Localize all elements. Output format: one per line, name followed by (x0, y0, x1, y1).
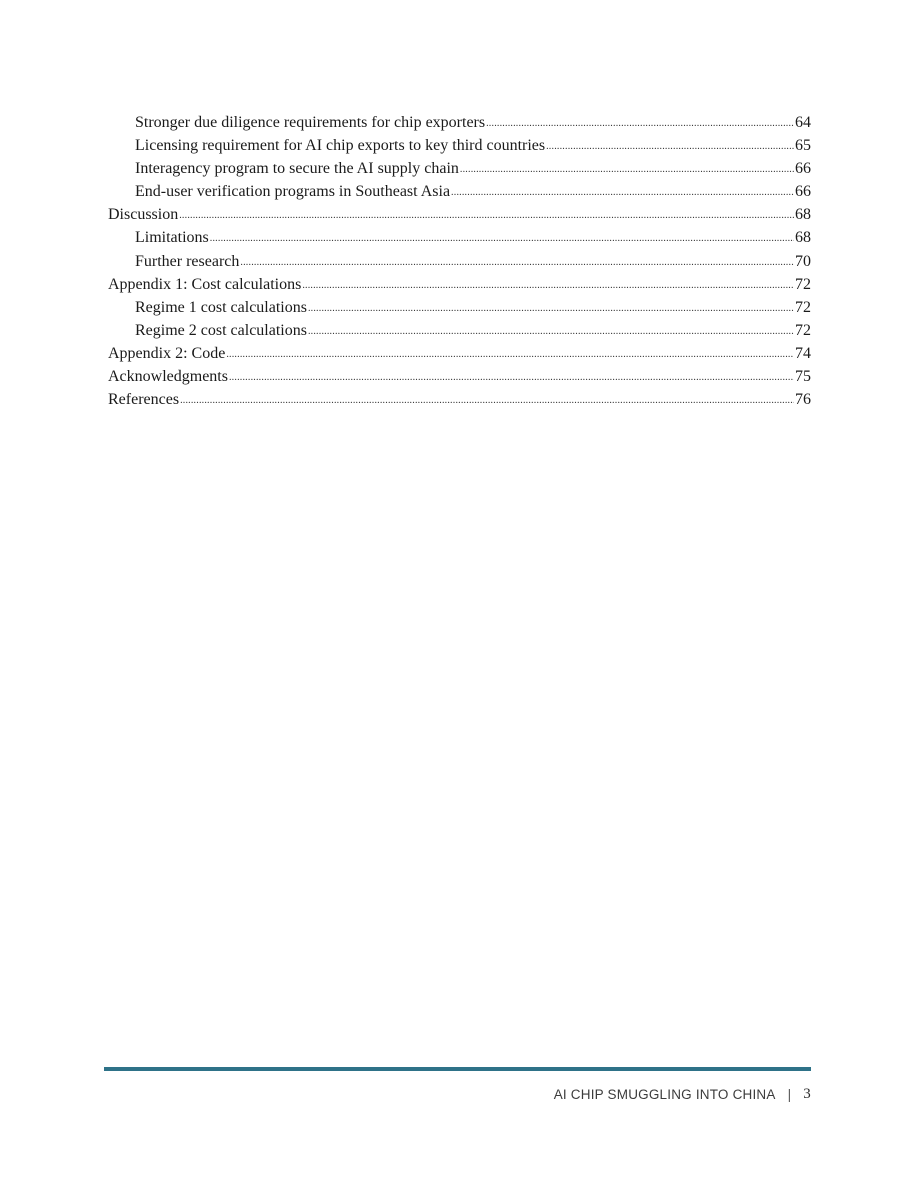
toc-entry-title: Regime 2 cost calculations (135, 321, 307, 339)
toc-entry[interactable] (108, 250, 811, 273)
toc-entry-page-number: 72 (795, 321, 811, 339)
toc-dot-leader (308, 295, 794, 320)
toc-entry-title: Further research (135, 252, 240, 270)
footer-rule (104, 1067, 811, 1071)
toc-dot-leader (451, 179, 794, 204)
footer-document-title: AI CHIP SMUGGLING INTO CHINA (553, 1087, 776, 1102)
toc-dot-leader (240, 249, 794, 274)
toc-dot-leader (210, 225, 794, 250)
toc-entry[interactable] (108, 226, 811, 249)
toc-entry-page-number: 65 (795, 137, 811, 155)
toc-entry[interactable] (108, 273, 811, 296)
toc-entry-title: Appendix 2: Code (108, 344, 226, 362)
toc-entry-page-number: 76 (795, 391, 811, 409)
toc-entry-title: Acknowledgments (108, 368, 228, 386)
toc-dot-leader (308, 318, 794, 343)
toc-entry-title: Stronger due diligence requirements for chip exporters (135, 114, 486, 131)
toc-entry[interactable] (108, 111, 811, 134)
toc-entry-page-number: 74 (795, 344, 811, 362)
footer-separator: | (787, 1087, 792, 1102)
toc-entry[interactable] (108, 342, 811, 365)
toc-entry-title: Interagency program to secure the AI supply chain (135, 160, 459, 178)
toc-entry-page-number: 68 (795, 206, 811, 224)
toc-entry[interactable] (108, 203, 811, 226)
toc-entry-page-number: 64 (795, 114, 811, 131)
toc-entry-title: End-user verification programs in Southeast Asia (135, 183, 451, 201)
toc-entry-page-number: 70 (795, 252, 811, 270)
toc-entry[interactable] (108, 319, 811, 342)
toc-entry-title: Regime 1 cost calculations (135, 298, 307, 316)
toc-entry-page-number: 66 (795, 160, 811, 178)
toc-dot-leader (486, 110, 794, 135)
toc-entry-title: Appendix 1: Cost calculations (108, 275, 302, 293)
page-footer (554, 1086, 811, 1103)
toc-entry-page-number: 72 (795, 298, 811, 316)
toc-dot-leader (546, 133, 794, 158)
toc-entry[interactable] (108, 365, 811, 388)
toc-entry-page-number: 68 (795, 229, 811, 247)
toc-entry-page-number: 75 (795, 368, 811, 386)
toc-dot-leader (460, 156, 794, 181)
toc-entry[interactable] (108, 157, 811, 180)
toc-entry-title: Discussion (108, 206, 179, 224)
toc-dot-leader (229, 364, 794, 389)
table-of-contents (108, 111, 811, 411)
toc-entry-title: References (108, 391, 180, 409)
toc-dot-leader (180, 387, 794, 412)
toc-entry[interactable] (108, 134, 811, 157)
toc-dot-leader (226, 341, 794, 366)
toc-entry[interactable] (108, 180, 811, 203)
toc-entry-title: Limitations (135, 229, 209, 247)
toc-entry-page-number: 72 (795, 275, 811, 293)
toc-entry[interactable] (108, 296, 811, 319)
toc-entry-title: Licensing requirement for AI chip exports to key third countries (135, 137, 546, 155)
toc-dot-leader (302, 272, 794, 297)
footer-page-number: 3 (803, 1086, 811, 1102)
toc-dot-leader (179, 202, 794, 227)
toc-entry-page-number: 66 (795, 183, 811, 201)
toc-entry[interactable] (108, 388, 811, 411)
